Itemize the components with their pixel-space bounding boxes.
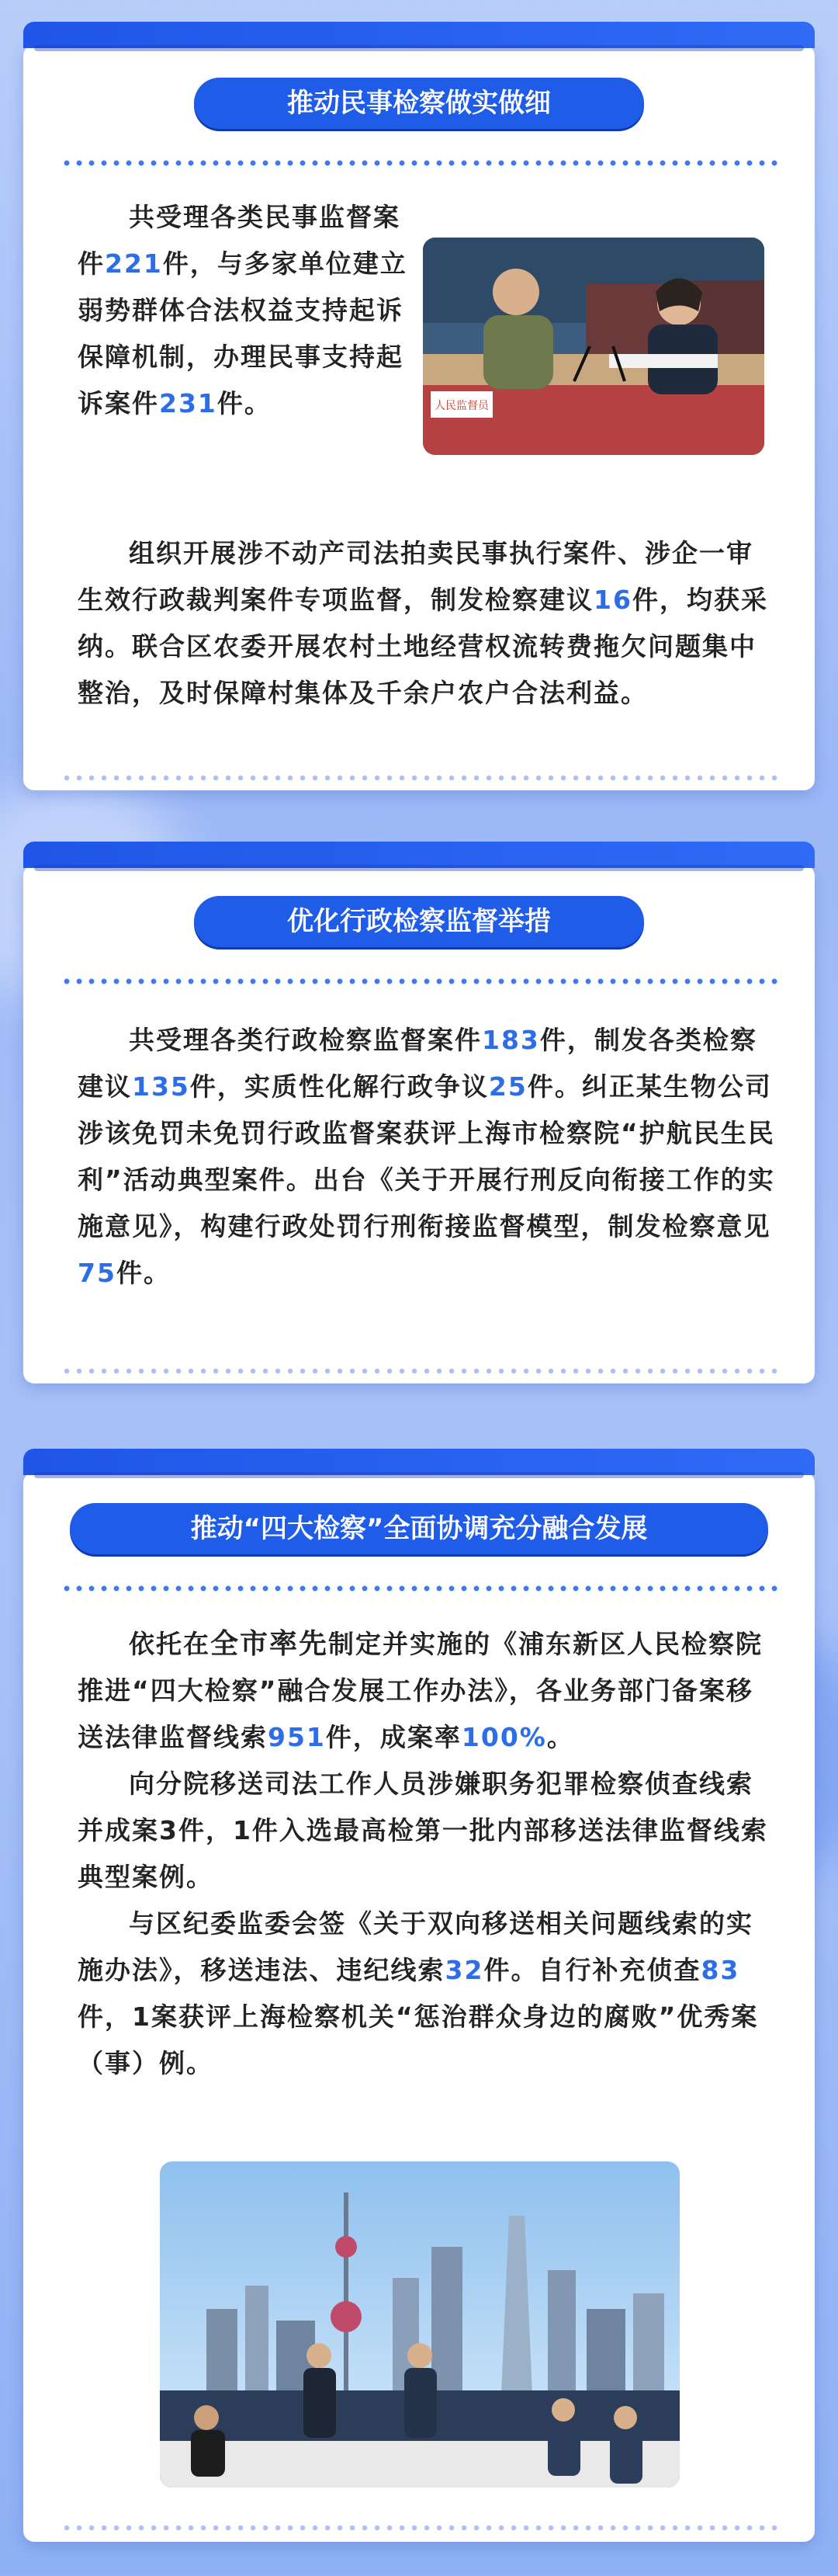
emphasis-text: 全市率先 (210, 1628, 329, 1660)
stat-number: 75 (78, 1258, 116, 1288)
section-paragraph (78, 194, 419, 427)
text-run: 制定并实施的《浦东新区人民检察院推进“四大检察”融合发展工作办法》，各业务部门备案移送法律监督线索 (78, 1629, 764, 1752)
text-run: 件。纠正某生物公司涉该免罚未免罚行政监督案获评上海市检察院“护航民生民利”活动典型案件。出台《关于开展行刑反向衔接工作的实施意见》，构建行政处罚行刑衔接监督模型，制发检察意见 (78, 1071, 775, 1241)
section-card-admin (23, 865, 815, 1383)
stat-number: 231 (159, 388, 217, 418)
text-run: 依托在 (129, 1629, 210, 1659)
bottom-divider (61, 775, 777, 781)
card-tab (23, 842, 815, 868)
text-run: 件，均获采纳。联合区农委开展农村土地经营权流转费拖欠问题集中整治，及时保障村集体及千余户农户合法利益。 (78, 585, 768, 708)
dotted-divider (61, 160, 777, 166)
section-paragraph (78, 1621, 776, 2087)
name-plate-text: 人民监督员 (435, 400, 489, 412)
dotted-divider (61, 1585, 777, 1592)
stat-number: 221 (105, 248, 163, 279)
bottom-divider (61, 2525, 777, 2531)
dotted-divider (61, 978, 777, 984)
text-run: 件。 (216, 388, 272, 418)
text-run: 件，制发各类检察建议 (78, 1025, 757, 1102)
stat-number: 25 (488, 1071, 528, 1102)
stat-number: 100% (461, 1722, 547, 1752)
section-card-civil (23, 45, 815, 790)
text-run: 组织开展涉不动产司法拍卖民事执行案件、涉企一审生效行政裁判案件专项监督，制发检察建议 (78, 538, 753, 615)
meeting-photo (423, 238, 764, 455)
card-tab (23, 1449, 815, 1475)
stat-number: 135 (132, 1071, 190, 1102)
text-run: 件，1案获评上海检察机关“惩治群众身边的腐败”优秀案（事）例。 (78, 2001, 759, 2078)
stat-number: 16 (594, 585, 632, 615)
text-run: 件，实质性化解行政争议 (189, 1071, 489, 1102)
text-run: 共受理各类民事监督案件 (78, 202, 400, 279)
section-paragraph (78, 1017, 776, 1297)
card-tab (23, 22, 815, 48)
text-run: 与区纪委监委会签《关于双向移送相关问题线索的实施办法》，移送违法、违纪线索 (78, 1908, 753, 1985)
text-run: 件。自行补充侦查 (483, 1955, 701, 1985)
stat-number: 183 (482, 1025, 540, 1055)
text-run: 件，成案率 (325, 1722, 462, 1752)
section-paragraph (78, 530, 768, 717)
stat-number: 83 (701, 1955, 740, 1985)
text-run: 件，与多家单位建立弱势群体合法权益支持起诉保障机制，办理民事支持起诉案件 (78, 248, 407, 418)
section-title: 推动“四大检察”全面协调充分融合发展 (70, 1503, 768, 1554)
bottom-divider (61, 1368, 777, 1374)
text-run: 共受理各类行政检察监督案件 (129, 1025, 482, 1055)
text-run: 件。 (116, 1258, 171, 1288)
section-title: 优化行政检察监督举措 (194, 896, 644, 947)
stat-number: 32 (445, 1955, 484, 1985)
text-run: 向分院移送司法工作人员涉嫌职务犯罪检察侦查线索并成案3件，1件入选最高检第一批内部移送法律监督线索典型案例。 (78, 1769, 768, 1892)
section-title: 推动民事检察做实做细 (194, 78, 644, 129)
section-card-integration (23, 1472, 815, 2542)
signing-ceremony-photo (160, 2161, 680, 2487)
stat-number: 951 (268, 1722, 326, 1752)
text-run: 。 (546, 1722, 574, 1752)
